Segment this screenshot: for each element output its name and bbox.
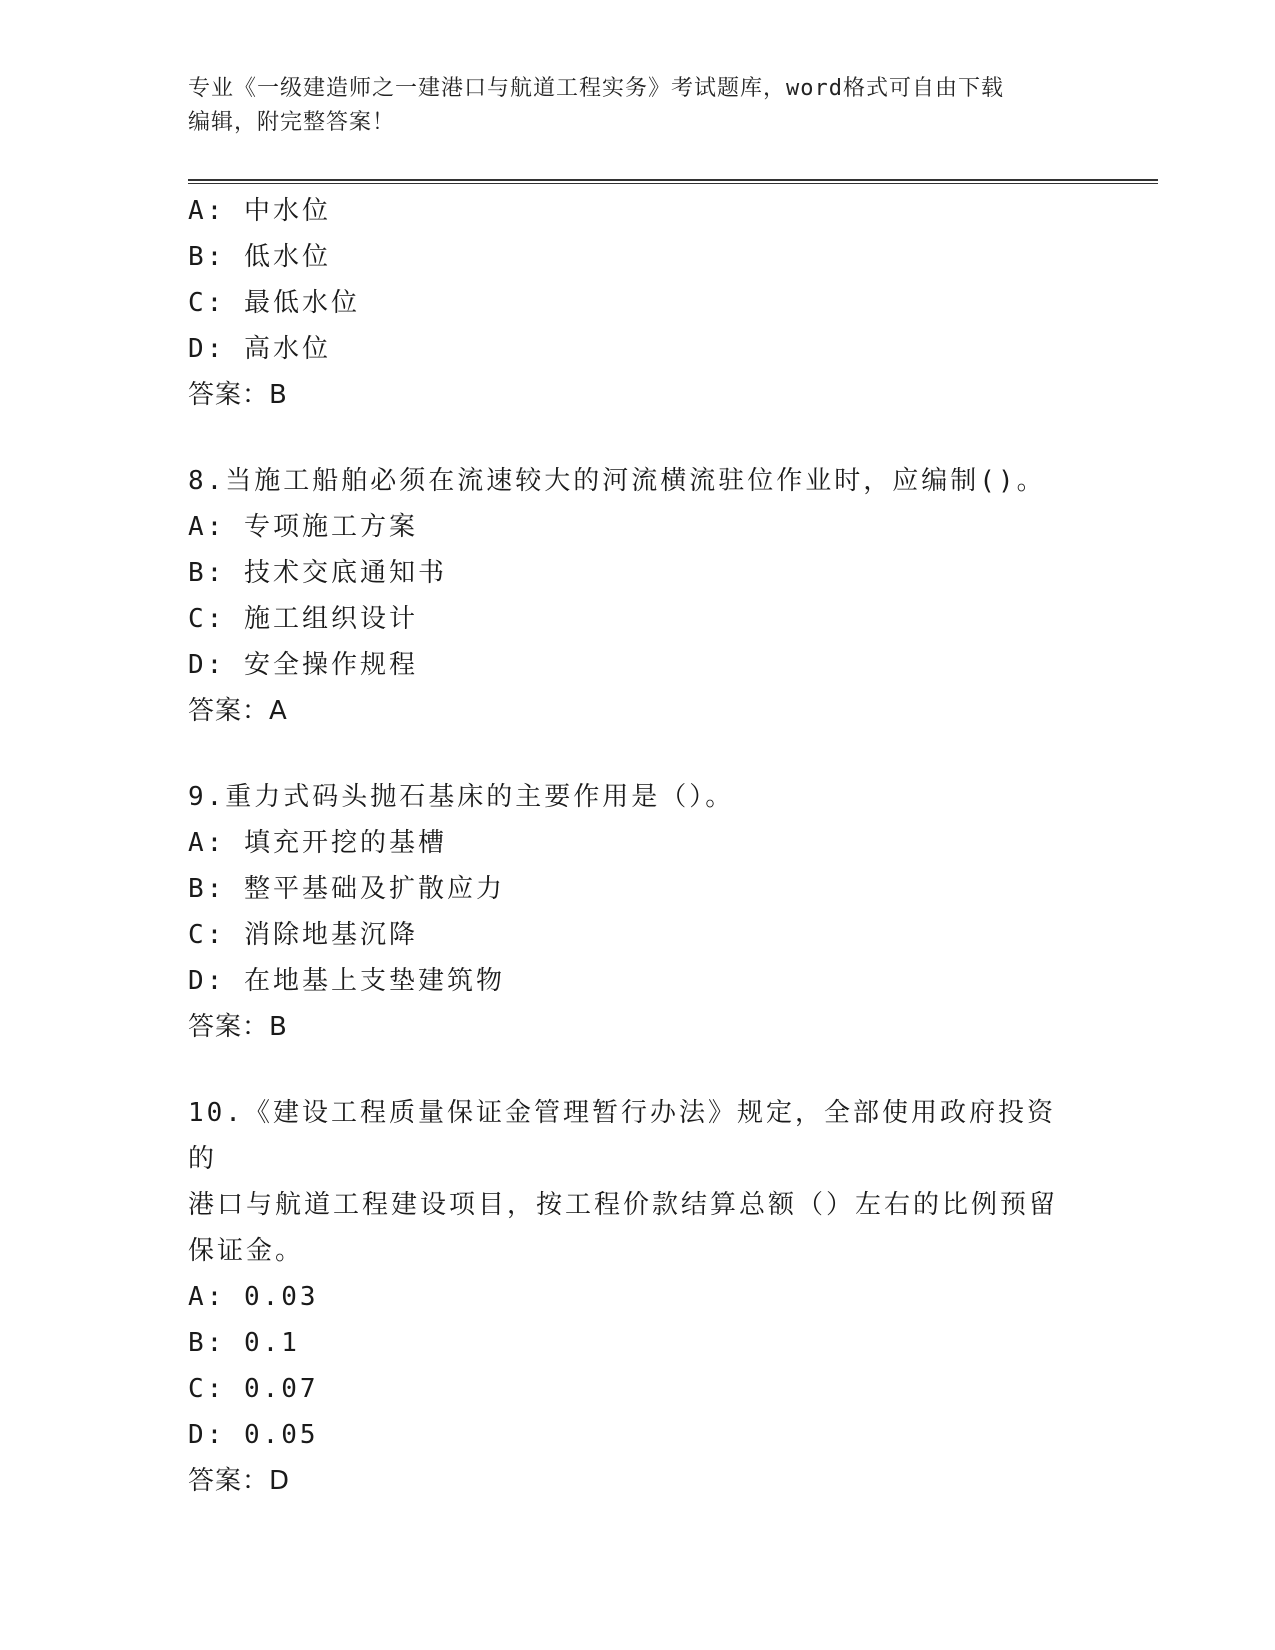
question-text: 8.当施工船舶必须在流速较大的河流横流驻位作业时，应编制()。	[188, 466, 1046, 496]
answer: 答案：A	[188, 696, 288, 726]
answer: 答案：D	[188, 1466, 291, 1496]
option-b: B: 0.1	[188, 1328, 300, 1358]
option-a: A: 0.03	[188, 1282, 319, 1312]
question-text-line-1: 10.《建设工程质量保证金管理暂行办法》规定，全部使用政府投资的	[188, 1098, 1056, 1174]
option-d: D: 安全操作规程	[188, 650, 418, 680]
option-a: A: 专项施工方案	[188, 512, 418, 542]
option-d: D: 0.05	[188, 1420, 319, 1450]
question-10-block	[188, 1090, 1088, 1504]
option-a: A: 中水位	[188, 196, 331, 226]
question-9-block	[188, 774, 1088, 1050]
option-a: A: 填充开挖的基槽	[188, 828, 447, 858]
question-7-block	[188, 188, 1088, 418]
header-line-2: 编辑，附完整答案！	[188, 110, 396, 135]
question-8-block	[188, 458, 1088, 734]
answer: 答案：B	[188, 380, 288, 410]
option-c: C: 0.07	[188, 1374, 319, 1404]
question-text-line-3: 保证金。	[188, 1236, 305, 1266]
document-header	[188, 72, 1088, 140]
option-c: C: 最低水位	[188, 288, 360, 318]
option-c: C: 施工组织设计	[188, 604, 418, 634]
header-divider	[188, 179, 1158, 184]
option-b: B: 技术交底通知书	[188, 558, 447, 588]
question-text-line-2: 港口与航道工程建设项目，按工程价款结算总额（）左右的比例预留	[188, 1190, 1059, 1220]
option-d: D: 高水位	[188, 334, 331, 364]
option-b: B: 整平基础及扩散应力	[188, 874, 505, 904]
question-text: 9.重力式码头抛石基床的主要作用是（）。	[188, 782, 735, 812]
option-d: D: 在地基上支垫建筑物	[188, 966, 505, 996]
option-c: C: 消除地基沉降	[188, 920, 418, 950]
option-b: B: 低水位	[188, 242, 331, 272]
question-list	[188, 188, 1088, 1504]
header-line-1: 专业《一级建造师之一建港口与航道工程实务》考试题库，word格式可自由下载	[188, 76, 1004, 101]
answer: 答案：B	[188, 1012, 288, 1042]
